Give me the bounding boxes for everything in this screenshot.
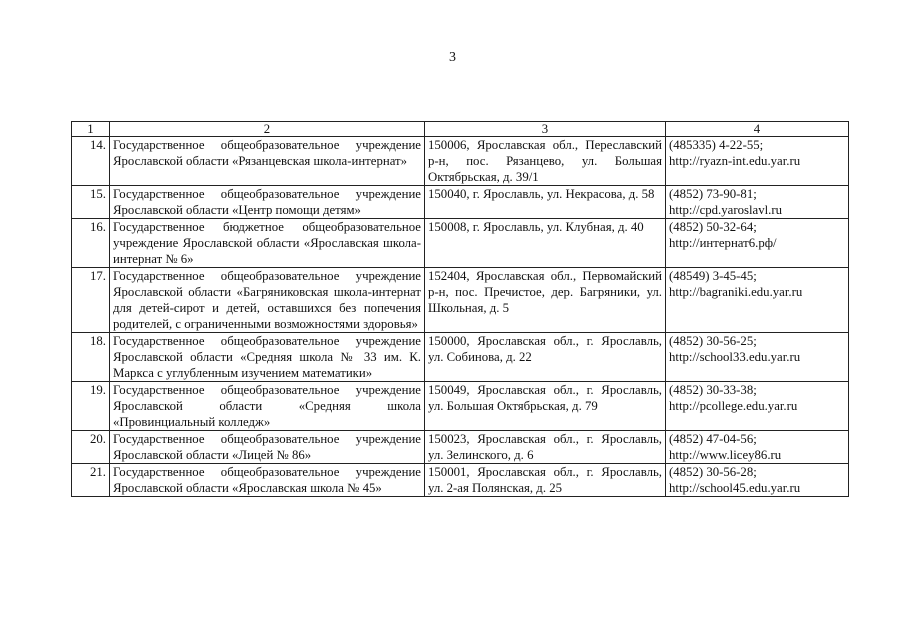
website-link[interactable]: http://school33.edu.yar.ru (669, 350, 801, 364)
contact-cell (666, 219, 849, 268)
website-link[interactable]: http://pcollege.edu.yar.ru (669, 399, 798, 413)
row-number: 20. (72, 431, 110, 464)
page-number: 3 (449, 50, 456, 65)
contact-cell (666, 333, 849, 382)
row-number: 19. (72, 382, 110, 431)
phone-number: (4852) 30-33-38; (669, 383, 757, 397)
website-link[interactable]: http://school45.edu.yar.ru (669, 481, 801, 495)
institution-address: 150001, Ярославская обл., г. Ярославль, ул. 2-ая Полянская, д. 25 (425, 464, 666, 497)
table-header-row (72, 122, 849, 137)
table-row (72, 186, 849, 219)
table-row (72, 333, 849, 382)
institution-name: Государственное общеобразовательное учреждение Ярославской области «Средняя школа № 33 им. К. Маркса с углубленным изучением математики» (110, 333, 425, 382)
phone-number: (4852) 47-04-56; (669, 432, 757, 446)
phone-number: (4852) 50-32-64; (669, 220, 757, 234)
column-header: 3 (425, 122, 666, 137)
website-link[interactable]: http://ryazn-int.edu.yar.ru (669, 154, 801, 168)
row-number: 21. (72, 464, 110, 497)
institution-address: 150023, Ярославская обл., г. Ярославль, ул. Зелинского, д. 6 (425, 431, 666, 464)
row-number: 16. (72, 219, 110, 268)
contact-cell (666, 431, 849, 464)
institution-name: Государственное общеобразовательное учреждение Ярославской области «Средняя школа «Провинциальный колледж» (110, 382, 425, 431)
website-link[interactable]: http://интернат6.рф/ (669, 236, 777, 250)
institution-address: 150008, г. Ярославль, ул. Клубная, д. 40 (425, 219, 666, 268)
contact-cell (666, 137, 849, 186)
phone-number: (4852) 30-56-25; (669, 334, 757, 348)
row-number: 18. (72, 333, 110, 382)
table-row (72, 464, 849, 497)
table-row (72, 382, 849, 431)
institution-address: 152404, Ярославская обл., Первомайский р-н, пос. Пречистое, дер. Багряники, ул. Школьная, д. 5 (425, 268, 666, 333)
column-header: 2 (110, 122, 425, 137)
table-row (72, 219, 849, 268)
phone-number: (485335) 4-22-55; (669, 138, 764, 152)
institution-name: Государственное общеобразовательное учреждение Ярославской области «Багряниковская школа-интернат для детей-сирот и детей, оставшихся без попечения родителей, с ограниченными возможностями здоровья» (110, 268, 425, 333)
contact-cell (666, 268, 849, 333)
table-row (72, 137, 849, 186)
institution-address: 150049, Ярославская обл., г. Ярославль, ул. Большая Октябрьская, д. 79 (425, 382, 666, 431)
institution-name: Государственное бюджетное общеобразовательное учреждение Ярославской области «Ярославская школа-интернат № 6» (110, 219, 425, 268)
institutions-table (71, 121, 849, 497)
table-row (72, 268, 849, 333)
column-header: 1 (72, 122, 110, 137)
phone-number: (48549) 3-45-45; (669, 269, 757, 283)
row-number: 14. (72, 137, 110, 186)
institution-name: Государственное общеобразовательное учреждение Ярославской области «Рязанцевская школа-интернат» (110, 137, 425, 186)
website-link[interactable]: http://www.licey86.ru (669, 448, 782, 462)
institution-address: 150040, г. Ярославль, ул. Некрасова, д. 58 (425, 186, 666, 219)
website-link[interactable]: http://bagraniki.edu.yar.ru (669, 285, 803, 299)
institution-name: Государственное общеобразовательное учреждение Ярославской области «Ярославская школа № 45» (110, 464, 425, 497)
phone-number: (4852) 30-56-28; (669, 465, 757, 479)
row-number: 17. (72, 268, 110, 333)
institution-address: 150006, Ярославская обл., Переславский р-н, пос. Рязанцево, ул. Большая Октябрьская, д. 39/1 (425, 137, 666, 186)
institution-address: 150000, Ярославская обл., г. Ярославль, ул. Собинова, д. 22 (425, 333, 666, 382)
contact-cell (666, 186, 849, 219)
table-row (72, 431, 849, 464)
contact-cell (666, 464, 849, 497)
phone-number: (4852) 73-90-81; (669, 187, 757, 201)
institution-name: Государственное общеобразовательное учреждение Ярославской области «Центр помощи детям» (110, 186, 425, 219)
website-link[interactable]: http://cpd.yaroslavl.ru (669, 203, 783, 217)
column-header: 4 (666, 122, 849, 137)
row-number: 15. (72, 186, 110, 219)
contact-cell (666, 382, 849, 431)
institution-name: Государственное общеобразовательное учреждение Ярославской области «Лицей № 86» (110, 431, 425, 464)
